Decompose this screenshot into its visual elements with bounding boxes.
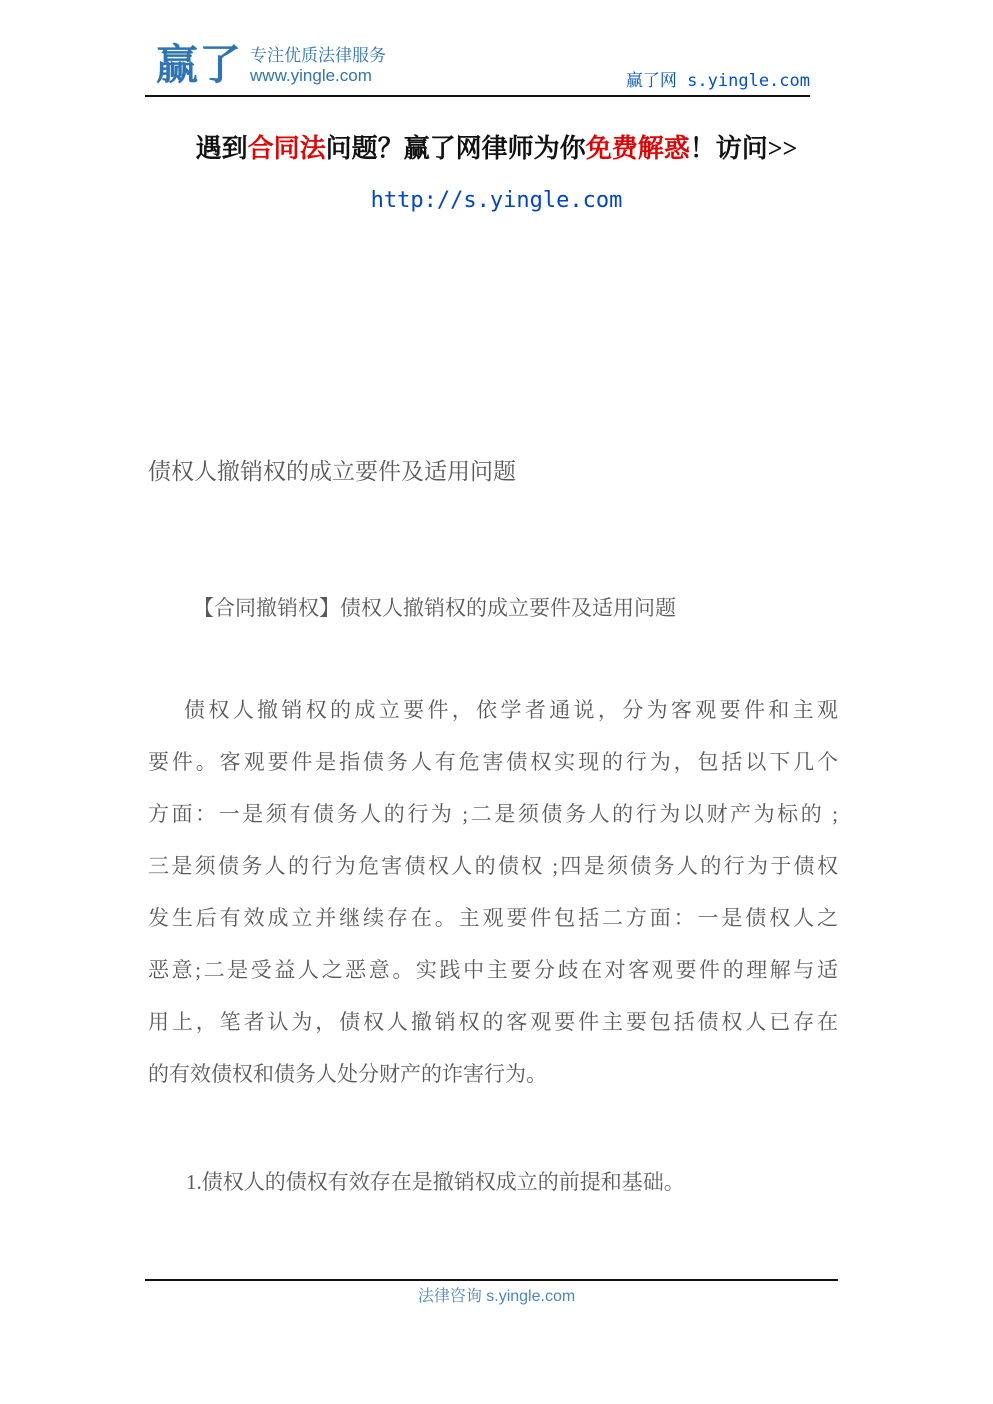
- promo-segment: 免费解惑: [585, 134, 690, 163]
- body-line: 的有效债权和债务人处分财产的诈害行为。: [148, 1062, 547, 1086]
- body-line: 要件。客观要件是指债务人有危害债权实现的行为，包括以下几个: [148, 750, 838, 774]
- footer-consult-link[interactable]: 法律咨询 s.yingle.com: [417, 1288, 576, 1305]
- article-list-item-1: 1.债权人的债权有效存在是撤销权成立的前提和基础。: [186, 1170, 685, 1194]
- logo-subtext: [250, 42, 386, 86]
- promo-headline[interactable]: [0, 128, 993, 165]
- promo-segment: ！访问>>: [689, 134, 798, 163]
- body-line: 方面：一是须有债务人的行为 ;二是须债务人的行为以财产为标的 ;: [148, 802, 838, 826]
- header-site-link[interactable]: 赢了网 s.yingle.com: [625, 71, 810, 91]
- body-line: 用上，笔者认为，债权人撤销权的客观要件主要包括债权人已存在: [148, 1010, 838, 1034]
- promo-segment: 遇到: [195, 134, 248, 163]
- article-body: [148, 684, 838, 1100]
- body-line: 三是须债务人的行为危害债权人的债权 ;四是须债务人的行为于债权: [148, 854, 838, 878]
- logo-tagline: 专注优质法律服务: [250, 46, 387, 65]
- promo-segment: 合同法: [247, 134, 326, 163]
- article-title: 债权人撤销权的成立要件及适用问题: [148, 459, 516, 484]
- logo-wordmark: 赢了: [156, 41, 243, 88]
- body-line: 债权人撤销权的成立要件，依学者通说，分为客观要件和主观: [184, 698, 838, 722]
- site-logo: [156, 42, 386, 88]
- header-divider: [145, 95, 810, 97]
- promo-url-link[interactable]: http://s.yingle.com: [370, 188, 623, 213]
- body-line: 恶意;二是受益人之恶意。实践中主要分歧在对客观要件的理解与适: [148, 958, 838, 982]
- article-subtitle: 【合同撤销权】债权人撤销权的成立要件及适用问题: [193, 596, 676, 620]
- body-line: 发生后有效成立并继续存在。主观要件包括二方面：一是债权人之: [148, 906, 838, 930]
- logo-site-url: www.yingle.com: [250, 66, 372, 85]
- footer-divider: [145, 1279, 838, 1281]
- promo-segment: 问题？赢了网律师为你: [325, 134, 586, 163]
